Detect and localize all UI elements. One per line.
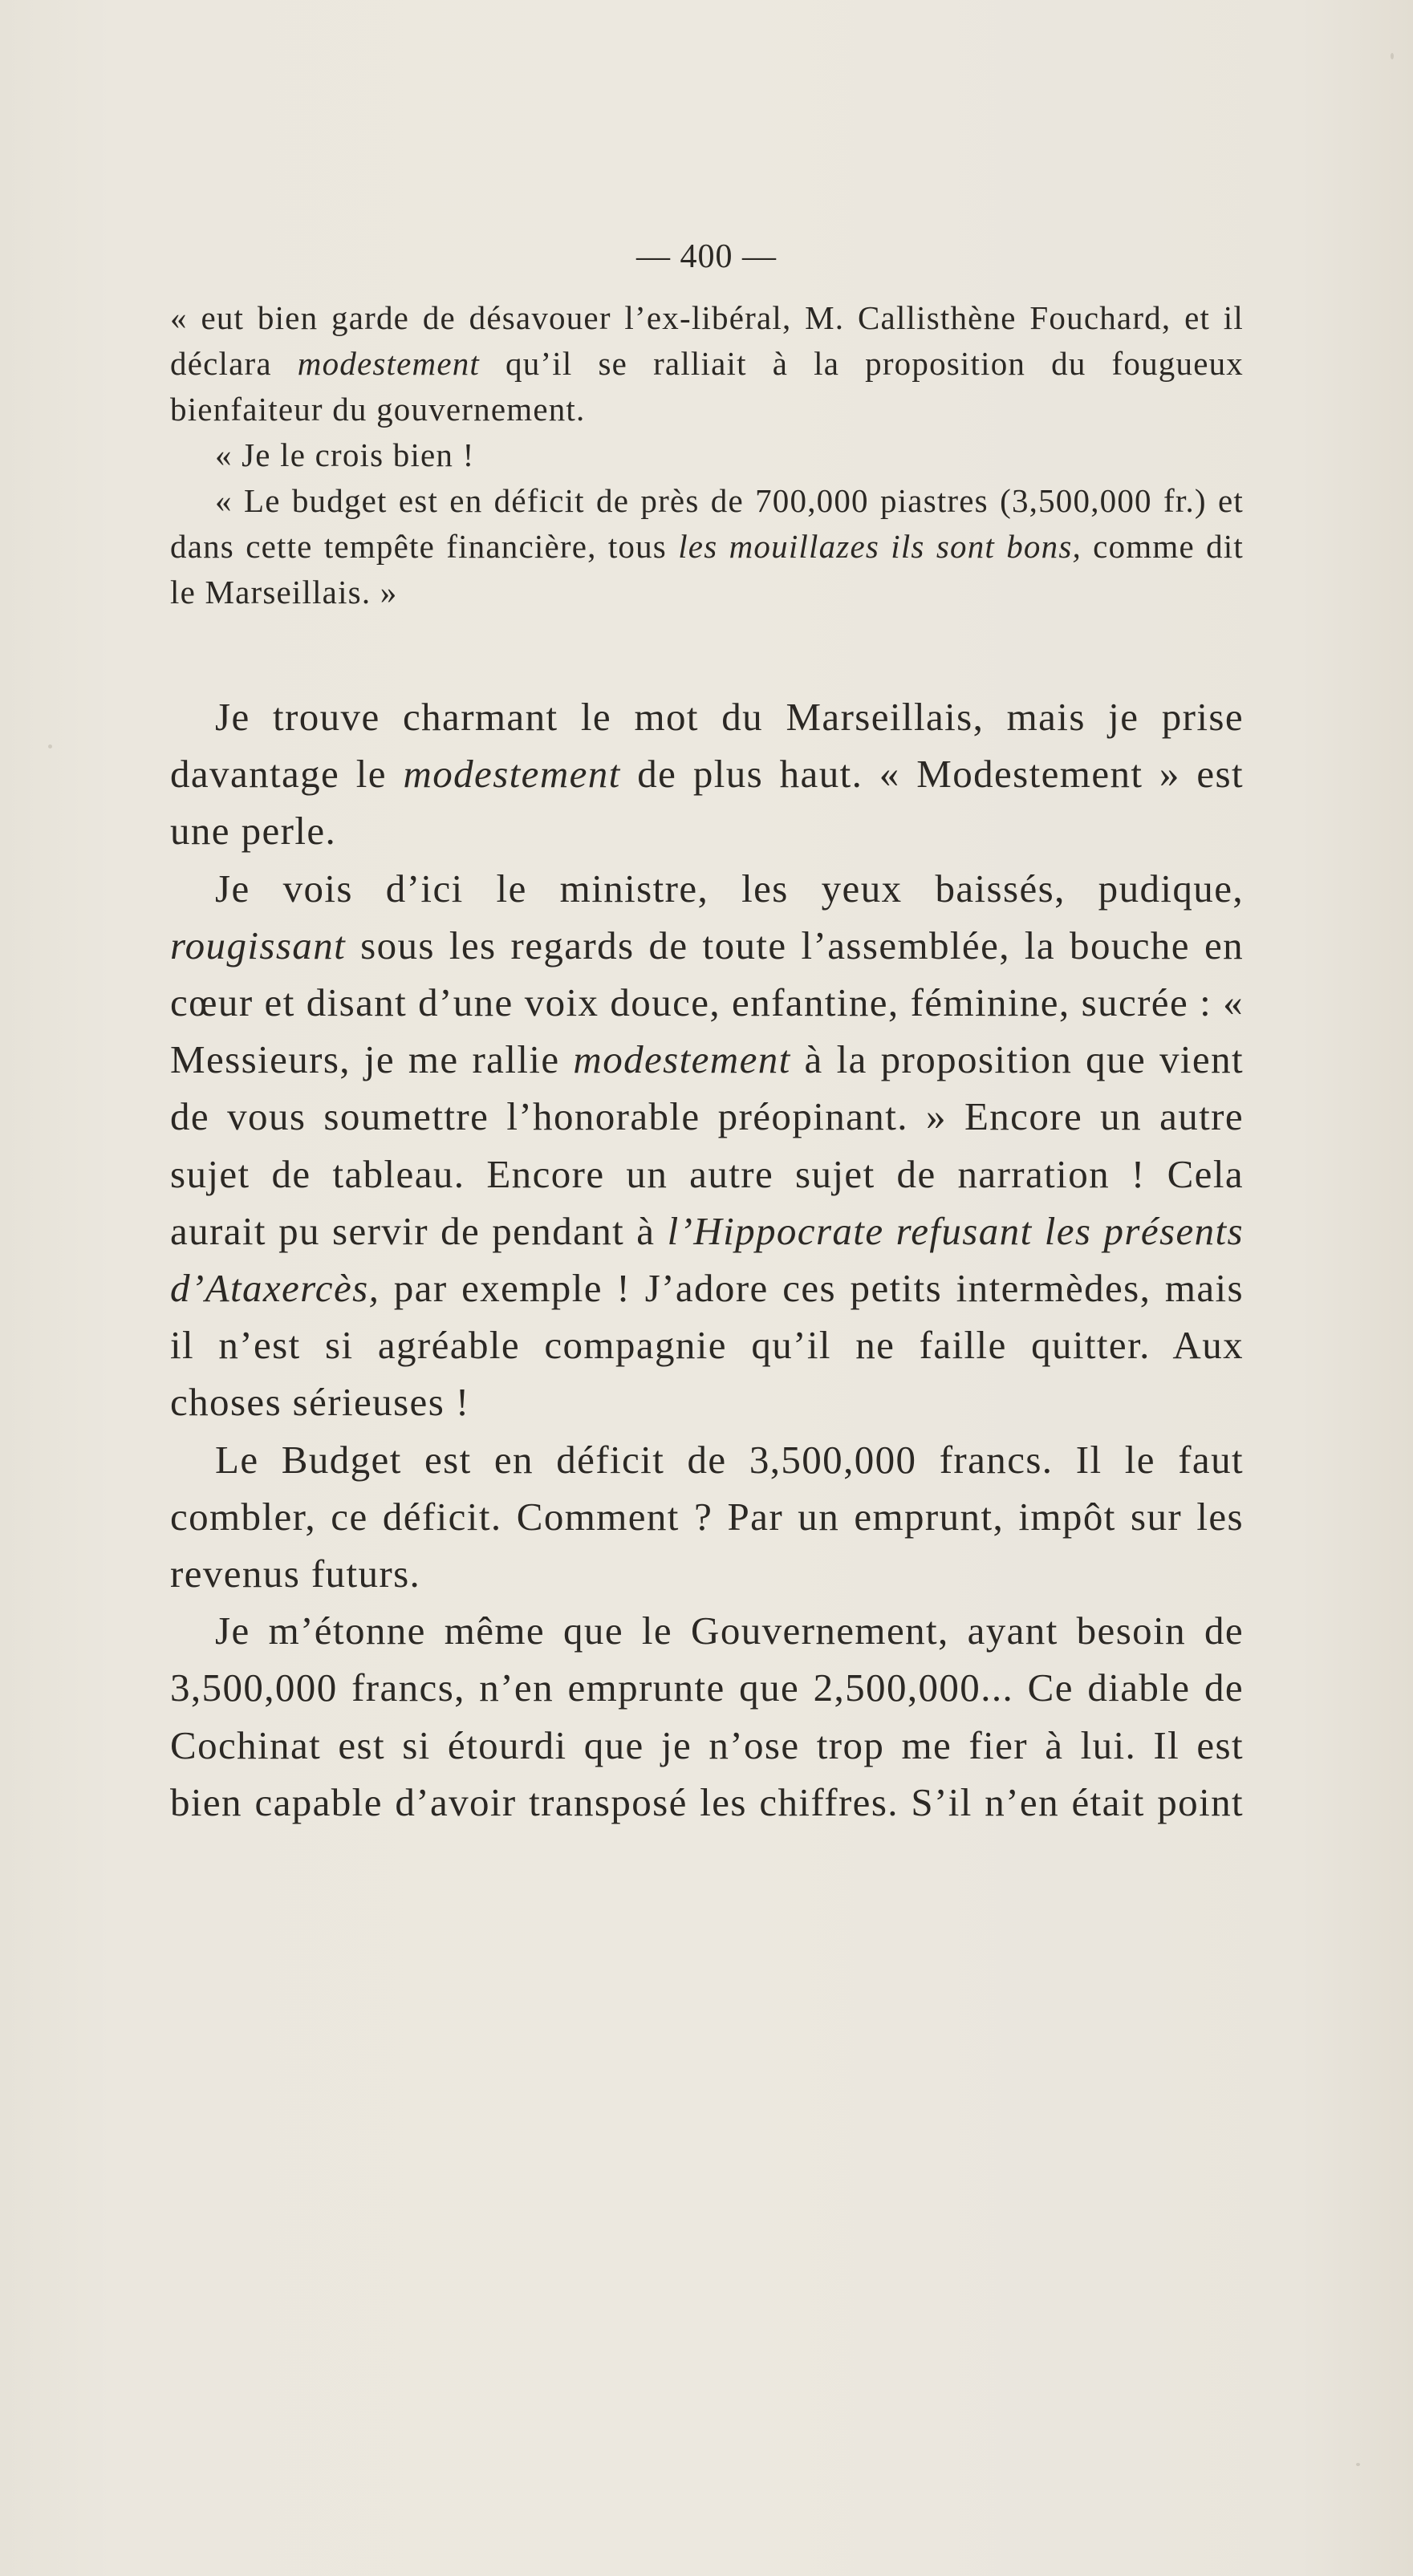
paper-spot — [48, 744, 52, 748]
body-paragraph: Le Budget est en déficit de 3,500,000 francs. Il le faut combler, ce déficit. Comment ? Par un emprunt, impôt sur les revenus futurs. — [170, 1437, 1244, 1596]
page-number: — 400 — — [636, 238, 777, 275]
paper-spot — [1391, 53, 1394, 59]
body-paragraph: Je m’étonne même que le Gouvernement, ayant besoin de 3,500,000 francs, n’en emprunte que 2,500,000... Ce diable de Cochinat est si étourdi que je n’ose trop me fier à lui. Il est bien capable d’avoir transposé les chiffres. S’il n’en était point — [170, 1608, 1244, 1824]
paper-spot — [1356, 2463, 1360, 2466]
quote-paragraph: « eut bien garde de désavouer l’ex-libéral, M. Callisthène Fouchard, et il déclara modestement qu’il se ralliait à la proposition du fougueux bienfaiteur du gouvernement. — [170, 299, 1244, 428]
body-paragraph: Je trouve charmant le mot du Marseillais, mais je prise davantage le modestement de plus haut. « Modestement » est une perle. — [170, 695, 1244, 854]
body-paragraph: Je vois d’ici le ministre, les yeux baissés, pudique, rougissant sous les regards de toute l’assemblée, la bouche en cœur et disant d’une voix douce, enfantine, féminine, sucrée : « Messieurs, je me rallie modestement à la proposition que vient de vous soumettre l’honorable préopinant. » Encore un autre sujet de tableau. Encore un autre sujet de narration ! Cela aurait pu servir de pendant à l’Hippocrate refusant les présents d’Ataxercès, par exemple ! J’adore ces petits intermèdes, mais il n’est si agréable compagnie qu’il ne faille quitter. Aux choses sérieuses ! — [170, 866, 1244, 1425]
quote-paragraph: « Je le crois bien ! — [215, 436, 475, 473]
quote-paragraph: « Le budget est en déficit de près de 700,000 piastres (3,500,000 fr.) et dans cette tempête financière, tous les mouillazes ils sont bons, comme dit le Marseillais. » — [170, 482, 1244, 611]
quoted-passage — [170, 295, 1244, 615]
body-text — [170, 688, 1244, 1831]
